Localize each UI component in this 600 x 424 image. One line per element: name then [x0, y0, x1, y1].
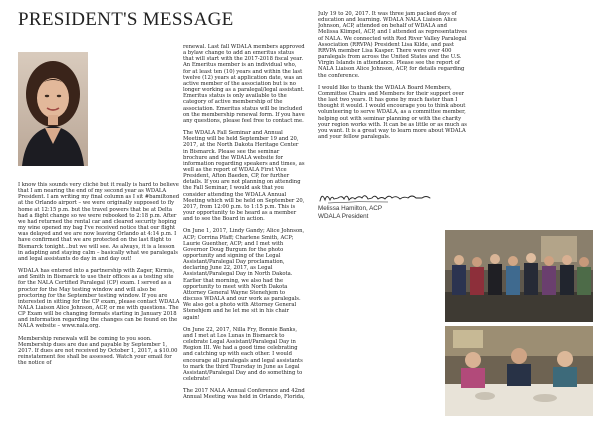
handwritten-signature	[318, 189, 438, 205]
signature-name: Melissa Hamilton, ACP	[318, 205, 383, 212]
paragraph: The 2017 NALA Annual Conference and 42nd Annual Meeting was held in Orlando, Florida,	[183, 388, 305, 401]
signature-block	[318, 189, 468, 221]
paragraph: WDALA has entered into a partnership with Zager, Kirmis, and Smith in Bismarck to use their offices as a testing site for the NALA Certified Paralegal (CP) exam. I served as a proctor for the May testing window and will also be proctoring for the September testing window. If you are interested in sitting for the CP exam, please contact WDALA NALA Liaison Alice Johnson, ACP, or me with questions. The CP Exam will be changing formats starting in January 2018 and information regarding the changes can be found on the NALA website – www.nala.org.	[18, 268, 180, 330]
portrait-image	[18, 52, 88, 166]
photo-image	[445, 230, 593, 322]
group-photo-restaurant	[445, 326, 593, 416]
paragraph: renewal. Last fall WDALA members approved a bylaw change to add an emeritus status that will start with the 2017-2018 fiscal year. An Emeritus member is an individual who, for at least ten (10) years and within the last twelve (12) years at application date, was an active member of the association but is no longer working as a paralegal/legal assistant. Emeritus status is only available to the category of active membership of the association. Emeritus status will be included on the membership renewal form. If you have any questions, please feel free to contact me.	[183, 44, 305, 124]
paragraph: The WDALA Fall Seminar and Annual Meeting will be held September 19 and 20, 2017, at the North Dakota Heritage Center in Bismarck. Please see the seminar brochure and the WDALA website for information regarding speakers and times, as well as the report of WDALA First Vice President, Afton Baeden, CP, for further details. If you are not planning on attending the Fall Seminar, I would ask that you consider attending the WDALA Annual Meeting which will be held on September 20, 2017, from 12:00 p.m. to 1:15 p.m. This is your opportunity to be heard as a member and to see the Board in action.	[183, 130, 305, 223]
president-portrait	[18, 52, 88, 166]
photo-image	[445, 326, 593, 416]
paragraph: On June 1, 2017, Lindy Gandy; Alice Johnson, ACP; Corrina Pfaff; Charlene Smith, ACP; Laurie Guenther, ACP; and I met with Governor Doug Burgum for the photo opportunity and signing of the Legal Assistant/Paralegal Day proclamation, declaring June 22, 2017, as Legal Assistant/Paralegal Day in North Dakota. Earlier that morning, we also had the opportunity to meet with North Dakota Attorney General Wayne Stenehjem to discuss WDALA and our work as paralegals. We also got a photo with Attorney General Stenehjem and he let me sit in his chair again!	[183, 228, 305, 321]
signature-role: WDALA President	[318, 213, 369, 220]
paragraph: On June 22, 2017, Nilla Fry, Bonnie Banks, and I met at Los Lunas in Bismarck to celebrate Legal Assistant/Paralegal Day in Region III. We had a good time celebrating and catching up with each other. I would encourage all paralegals and legal assistants to mark the third Thursday in June as Legal Assistant/Paralegal Day and do something to celebrate!	[183, 326, 303, 382]
article-column-1	[18, 182, 180, 418]
paragraph: July 19 to 20, 2017. It was three jam packed days of education and learning. WDALA NALA Liaison Alice Johnson, ACP, attended on behalf of WDALA and Melissa Klimpel, ACP, and I attended as representatives of NALA. We connected with Red River Valley Paralegal Association (RRVPA) President Lisa Kilde, and past RRVPA member Lisa Kasper. There were over 400 paralegals from across the United States and the U.S. Virgin Islands in attendance. Please see the report of NALA Liaison Alice Johnson, ACP, for details regarding the conference.	[318, 11, 468, 79]
article-column-2	[183, 44, 305, 418]
paragraph: I would like to thank the WDALA Board Members, Committee Chairs and Members for their support over the last two years. It has gone by much faster than I thought it would. I would encourage you to think about volunteering to serve WDALA, as a committee member, helping out with seminar planning or with the charity your region works with. It can be as little or as much as you want. It is a great way to learn more about WDALA and your fellow paralegals.	[318, 84, 467, 140]
paragraph: I know this sounds very cliché but it really is hard to believe that I am nearing the end of my second year as WDALA President. I am writing my final column as I sit #bamiltoned at the Orlando airport – we were originally supposed to fly home at 12:15 p.m. but the travel powers that be at Delta had a flight change so we were rebooked to 2:18 p.m. After we had returned the rental car and cleared security hoping my wine opened my bag I've received notice that our flight was delayed and we are now leaving Orlando at 4:14 p.m. I have confirmed that we are protected on the last flight to Bismarck tonight...but we will see. As always, it is a lesson in adapting and staying calm – basically what we paralegals and legal assistants do day in and day out!	[18, 182, 180, 262]
group-photo-governor	[445, 230, 593, 322]
page-title: PRESIDENT'S MESSAGE	[18, 9, 234, 30]
paragraph: Membership renewals will be coming to you soon. Membership dues are due and payable by September 1, 2017. If dues are not received by October 1, 2017, a $10.00 reinstatement fee shall be assessed. Watch your email for the notice of	[18, 335, 178, 367]
article-column-3	[318, 11, 468, 186]
